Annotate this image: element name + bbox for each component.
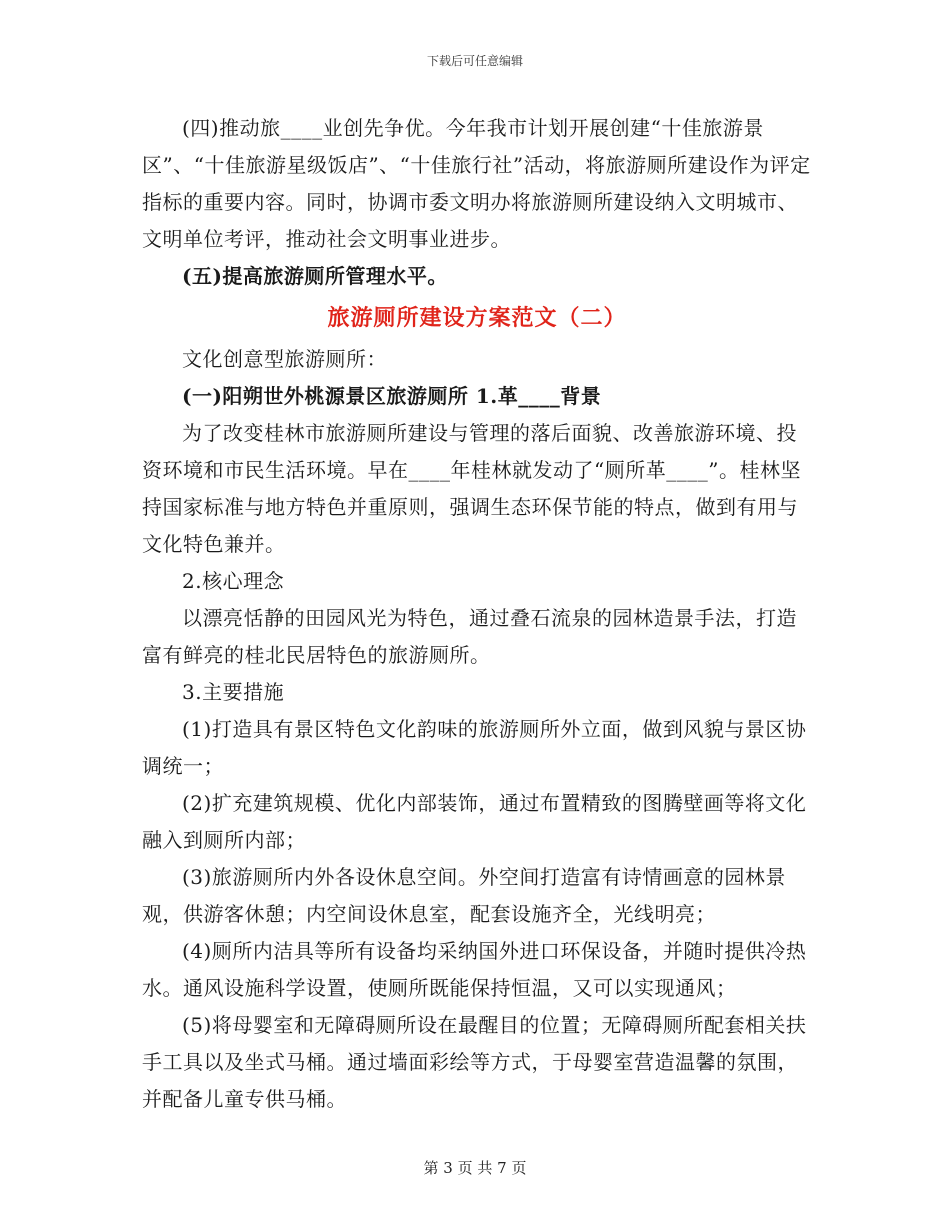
paragraph-section-5-heading: (五)提高旅游厕所管理水平。 <box>182 264 448 288</box>
paragraph-intro: 文化创意型旅游厕所： <box>182 347 387 371</box>
paragraph-measure-3: (3)旅游厕所内外各设休息空间。外空间打造富有诗情画意的园林景观，供游客休憩；内空间设休息室，配套设施齐全，光线明亮； <box>142 865 786 926</box>
paragraph-background: 为了改变桂林市旅游厕所建设与管理的落后面貌、改善旅游环境、投资环境和市民生活环境。早在____年桂林就发动了“厕所革____”。桂林坚持国家标准与地方特色并重原则，强调生态环保节能的特点，做到有用与文化特色兼并。 <box>142 421 801 556</box>
document-body <box>142 110 812 1118</box>
paragraph-measure-2: (2)扩充建筑规模、优化内部装饰，通过布置精致的图腾壁画等将文化融入到厕所内部； <box>142 791 807 852</box>
document-title: 旅游厕所建设方案范文（二） <box>327 305 627 331</box>
paragraph-measure-1: (1)打造具有景区特色文化韵味的旅游厕所外立面，做到风貌与景区协调统一； <box>142 717 807 778</box>
paragraph-subheading-1: (一)阳朔世外桃源景区旅游厕所 1.革____背景 <box>182 384 602 408</box>
page-number: 第 3 页 共 7 页 <box>423 1159 527 1177</box>
paragraph-measure-5: (5)将母婴室和无障碍厕所设在最醒目的位置；无障碍厕所配套相关扶手工具以及坐式马桶。通过墙面彩绘等方式，于母婴室营造温馨的氛围，并配备儿童专供马桶。 <box>142 1013 807 1111</box>
paragraph-core-concept-heading: 2.核心理念 <box>182 569 285 593</box>
paragraph-core-concept: 以漂亮恬静的田园风光为特色，通过叠石流泉的园林造景手法，打造富有鲜亮的桂北民居特色的旅游厕所。 <box>142 606 797 667</box>
paragraph-measures-heading: 3.主要措施 <box>182 680 285 704</box>
paragraph-measure-4: (4)厕所内洁具等所有设备均采纳国外进口环保设备，并随时提供冷热水。通风设施科学设置，使厕所既能保持恒温，又可以实现通风； <box>142 939 807 1000</box>
paragraph-section-4: (四)推动旅____业创先争优。今年我市计划开展创建“十佳旅游景区”、“十佳旅游星级饭店”、“十佳旅行社”活动，将旅游厕所建设作为评定指标的重要内容。同时，协调市委文明办将旅游厕所建设纳入文明城市、文明单位考评，推动社会文明事业进步。 <box>142 116 811 251</box>
header-note: 下载后可任意编辑 <box>426 54 523 68</box>
